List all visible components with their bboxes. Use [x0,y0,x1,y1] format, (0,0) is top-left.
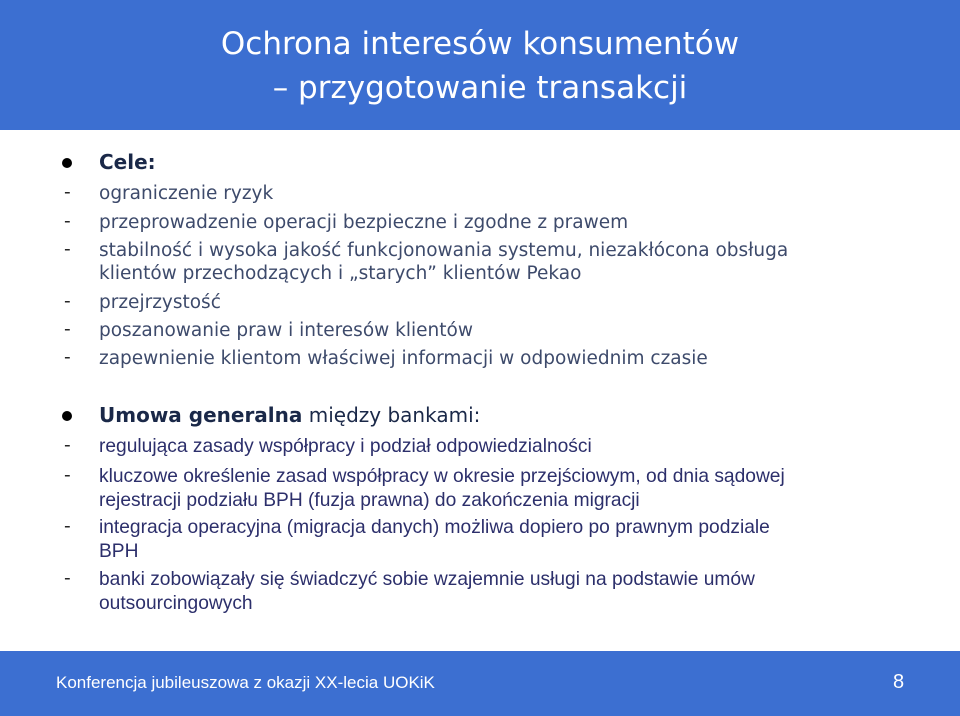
dash-icon: - [64,568,71,589]
agreement-item: banki zobowiązały się świadczyć sobie wzajemnie usługi na podstawie umów [99,569,755,590]
slide-title-line1: Ochrona interesów konsumentów [220,26,740,62]
agreement-item: kluczowe określenie zasad współpracy w okresie przejściowym, od dnia sądowej [99,466,785,487]
goal-item: przeprowadzenie operacji bezpieczne i zgodne z prawem [99,212,629,233]
goal-item: ograniczenie ryzyk [99,183,274,204]
dash-icon: - [64,291,71,312]
slide-title-line2: – przygotowanie transakcji [272,70,688,106]
agreement-heading [99,403,480,427]
footer-caption: Konferencja jubileuszowa z okazji XX-lecia UOKiK [56,673,435,692]
goal-item: stabilność i wysoka jakość funkcjonowania systemu, niezakłócona obsługa [99,240,789,261]
goal-item: przejrzystość [99,292,221,313]
goal-item: poszanowanie praw i interesów klientów [99,320,473,341]
page-number: 8 [893,671,905,693]
bullet-dot-icon [62,158,72,168]
dash-icon: - [64,211,71,232]
dash-icon: - [64,239,71,260]
goals-heading: Cele: [99,150,156,174]
agreement-heading-rest: między bankami: [302,403,481,427]
slide-footer [0,651,960,716]
agreement-item-continuation: BPH [99,541,139,562]
dash-icon: - [64,435,71,456]
dash-icon: - [64,465,71,486]
agreement-item: regulująca zasady współpracy i podział odpowiedzialności [99,436,592,457]
goal-item-continuation: klientów przechodzących i „starych” klientów Pekao [99,263,582,284]
bullet-dot-icon [62,411,72,421]
slide-header [0,0,960,130]
goal-item: zapewnienie klientom właściwej informacji w odpowiednim czasie [99,348,708,369]
dash-icon: - [64,319,71,340]
agreement-item-continuation: outsourcingowych [99,593,253,614]
dash-icon: - [64,182,71,203]
agreement-heading-bold: Umowa generalna [99,403,303,427]
dash-icon: - [64,347,71,368]
dash-icon: - [64,516,71,537]
agreement-item-continuation: rejestracji podziału BPH (fuzja prawna) do zakończenia migracji [99,490,640,511]
agreement-item: integracja operacyjna (migracja danych) możliwa dopiero po prawnym podziale [99,517,770,538]
